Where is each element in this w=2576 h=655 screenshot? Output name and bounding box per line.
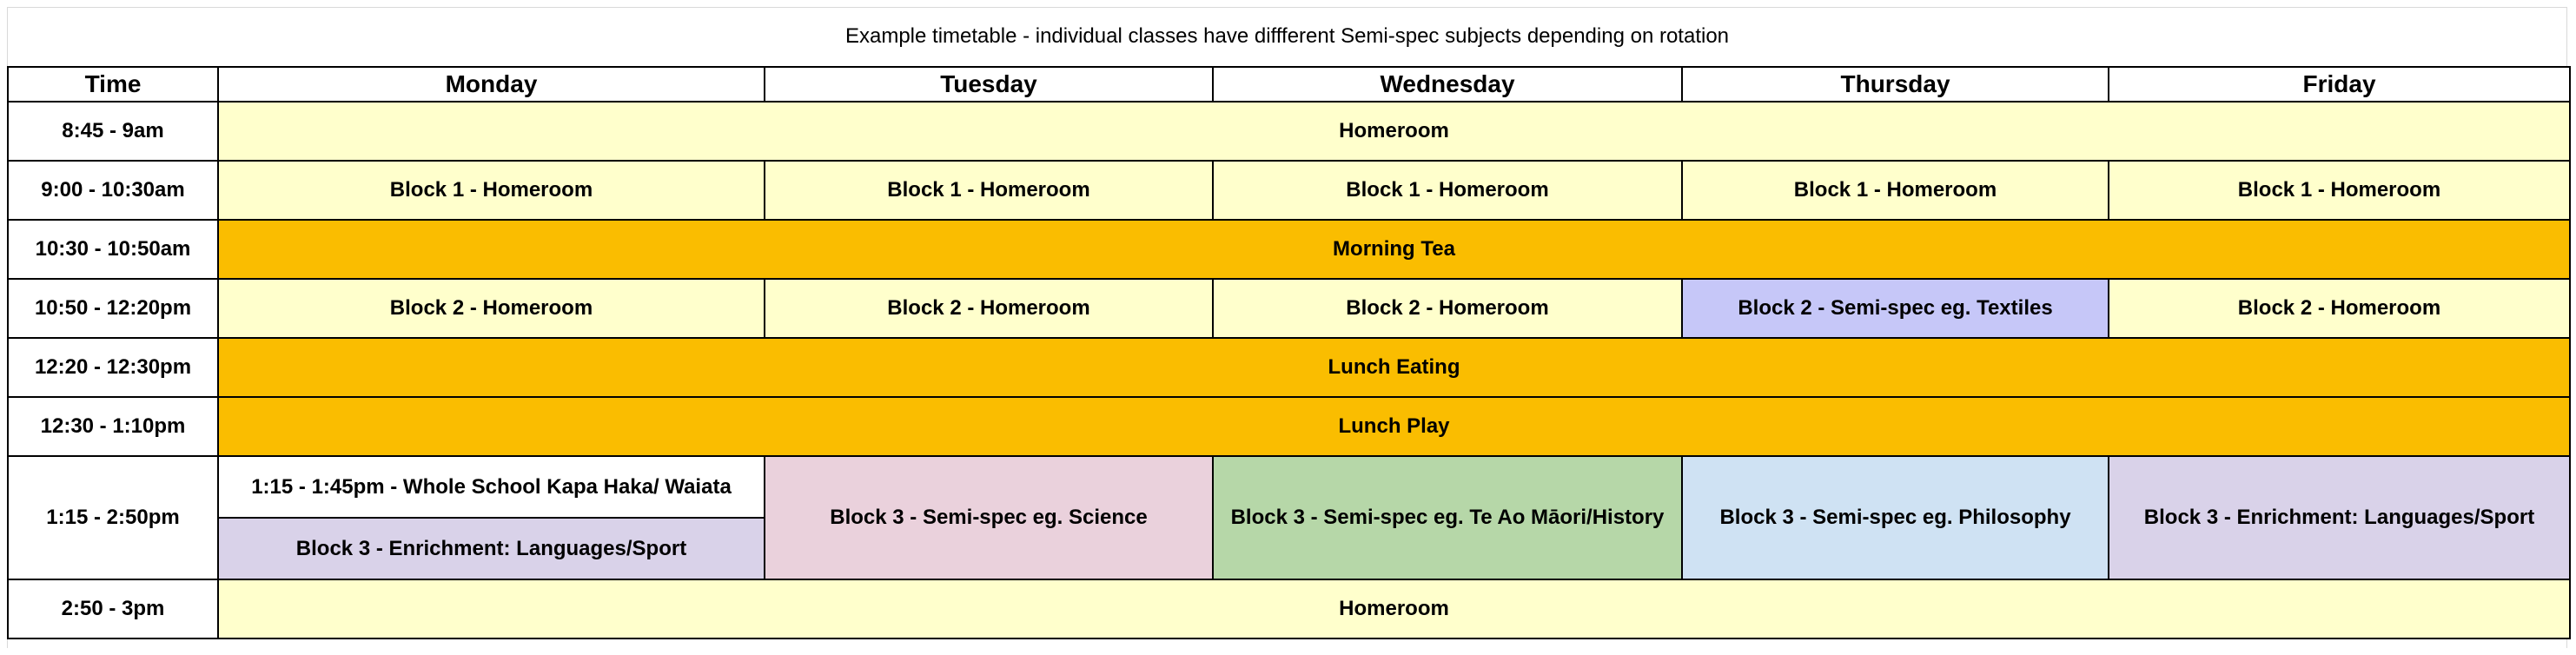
friday-block-2: Block 2 - Homeroom <box>2109 279 2570 338</box>
header-tuesday: Tuesday <box>765 67 1213 102</box>
timetable-title: Example timetable - individual classes have diffferent Semi-spec subjects depending on rotation <box>844 24 1730 48</box>
time-cell: 2:50 - 3pm <box>8 579 218 638</box>
time-cell: 9:00 - 10:30am <box>8 161 218 220</box>
monday-kapa-haka: 1:15 - 1:45pm - Whole School Kapa Haka/ Waiata <box>218 456 765 518</box>
friday-block-3: Block 3 - Enrichment: Languages/Sport <box>2109 456 2570 579</box>
wednesday-block-3: Block 3 - Semi-spec eg. Te Ao Māori/History <box>1213 456 1682 579</box>
table-row <box>8 220 2570 279</box>
table-row <box>8 456 2570 518</box>
monday-block-2: Block 2 - Homeroom <box>218 279 765 338</box>
tuesday-block-3: Block 3 - Semi-spec eg. Science <box>765 456 1213 579</box>
monday-block-1: Block 1 - Homeroom <box>218 161 765 220</box>
table-row <box>8 279 2570 338</box>
tuesday-block-1: Block 1 - Homeroom <box>765 161 1213 220</box>
homeroom-cell: Homeroom <box>218 102 2570 161</box>
header-monday: Monday <box>218 67 765 102</box>
monday-block-3: Block 3 - Enrichment: Languages/Sport <box>218 518 765 579</box>
wednesday-block-1: Block 1 - Homeroom <box>1213 161 1682 220</box>
time-cell: 10:30 - 10:50am <box>8 220 218 279</box>
time-cell: 12:20 - 12:30pm <box>8 338 218 397</box>
friday-block-1: Block 1 - Homeroom <box>2109 161 2570 220</box>
thursday-block-1: Block 1 - Homeroom <box>1682 161 2109 220</box>
header-friday: Friday <box>2109 67 2570 102</box>
homeroom-end-cell: Homeroom <box>218 579 2570 638</box>
table-row <box>8 338 2570 397</box>
tuesday-block-2: Block 2 - Homeroom <box>765 279 1213 338</box>
header-row <box>8 67 2570 102</box>
morning-tea-cell: Morning Tea <box>218 220 2570 279</box>
table-row <box>8 161 2570 220</box>
table-row <box>8 102 2570 161</box>
time-cell: 12:30 - 1:10pm <box>8 397 218 456</box>
time-cell: 8:45 - 9am <box>8 102 218 161</box>
header-thursday: Thursday <box>1682 67 2109 102</box>
thursday-block-2: Block 2 - Semi-spec eg. Textiles <box>1682 279 2109 338</box>
time-cell: 1:15 - 2:50pm <box>8 456 218 579</box>
header-time: Time <box>8 67 218 102</box>
table-row <box>8 579 2570 638</box>
thursday-block-3: Block 3 - Semi-spec eg. Philosophy <box>1682 456 2109 579</box>
table-row <box>8 397 2570 456</box>
lunch-play-cell: Lunch Play <box>218 397 2570 456</box>
time-cell: 10:50 - 12:20pm <box>8 279 218 338</box>
timetable <box>7 66 2571 639</box>
lunch-eating-cell: Lunch Eating <box>218 338 2570 397</box>
wednesday-block-2: Block 2 - Homeroom <box>1213 279 1682 338</box>
header-wednesday: Wednesday <box>1213 67 1682 102</box>
